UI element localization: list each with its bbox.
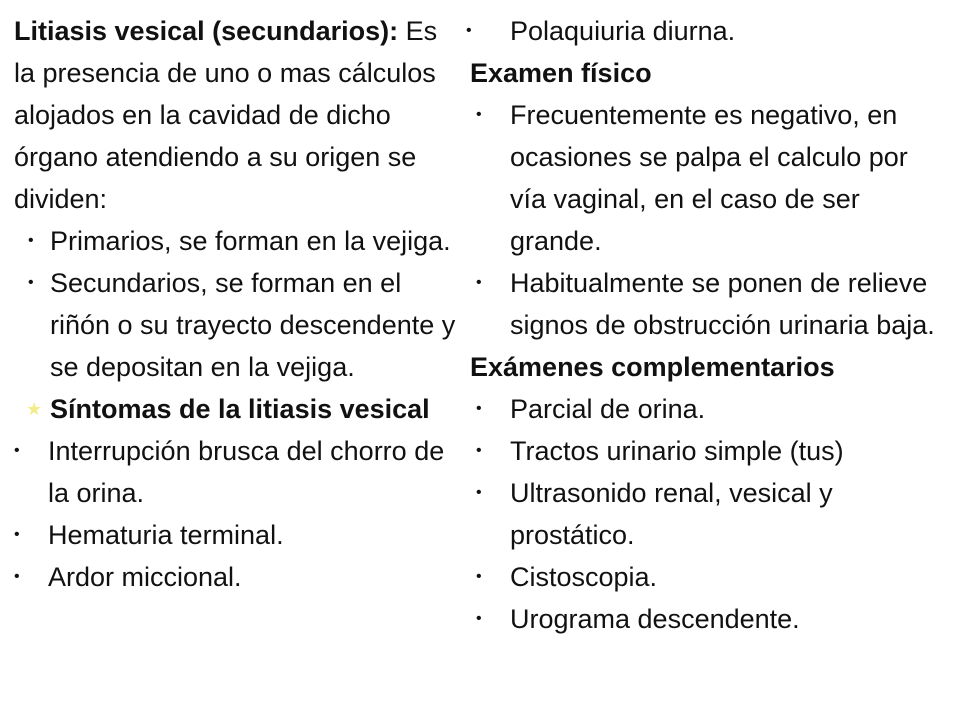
bullet-icon: • <box>476 442 482 459</box>
bullet-icon: • <box>28 232 34 249</box>
list-item <box>470 556 950 598</box>
symptoms-heading <box>14 388 464 430</box>
symptom-item: Interrupción brusca del chorro de la orina. <box>48 436 445 508</box>
bullet-icon: • <box>476 400 482 417</box>
complementary-item: Cistoscopia. <box>510 562 658 592</box>
exam-list <box>470 94 950 346</box>
origin-list <box>14 220 464 388</box>
complementary-item: Urograma descendente. <box>510 604 800 634</box>
complementary-item: Tractos urinario simple (tus) <box>510 436 844 466</box>
intro-text: Es la presencia de uno o mas cálculos alojados en la cavidad de dicho órgano atendiendo a su origen se dividen: <box>14 16 438 214</box>
bullet-icon: • <box>476 106 482 123</box>
symptoms-heading-text: Síntomas de la litiasis vesical <box>50 394 430 424</box>
intro-paragraph <box>14 10 464 220</box>
symptom-item: Hematuria terminal. <box>48 520 284 550</box>
bullet-icon: • <box>14 526 20 543</box>
right-column <box>466 10 950 640</box>
origin-item-primary: Primarios, se forman en la vejiga. <box>50 226 451 256</box>
list-item <box>470 430 950 472</box>
list-item <box>470 598 950 640</box>
origin-item-secondary: Secundarios, se forman en el riñón o su trayecto descendente y se depositan en la vejiga. <box>50 268 456 382</box>
list-item <box>14 262 464 388</box>
list-item <box>470 388 950 430</box>
bullet-icon: • <box>28 274 34 291</box>
symptom-list-continued <box>466 10 950 52</box>
bullet-icon: • <box>476 484 482 501</box>
list-item <box>470 262 950 346</box>
list-item <box>466 10 950 52</box>
list-item <box>14 556 464 598</box>
intro-title: Litiasis vesical (secundarios): <box>14 16 399 46</box>
list-item <box>470 472 950 556</box>
list-item <box>14 514 464 556</box>
bullet-icon: • <box>476 610 482 627</box>
bullet-icon: • <box>14 442 20 459</box>
complementary-heading: Exámenes complementarios <box>470 352 835 382</box>
complementary-item: Parcial de orina. <box>510 394 706 424</box>
complementary-list <box>470 388 950 640</box>
exam-item: Frecuentemente es negativo, en ocasiones se palpa el calculo por vía vaginal, en el caso de ser grande. <box>510 100 908 256</box>
symptom-list <box>14 430 464 598</box>
bullet-icon: • <box>14 568 20 585</box>
left-column <box>14 10 464 598</box>
list-item <box>470 94 950 262</box>
list-item <box>14 220 464 262</box>
bullet-icon: • <box>476 568 482 585</box>
exam-heading: Examen físico <box>470 58 652 88</box>
complementary-item: Ultrasonido renal, vesical y prostático. <box>510 478 833 550</box>
star-icon: ★ <box>26 399 43 419</box>
symptom-item: Ardor miccional. <box>48 562 242 592</box>
bullet-icon: • <box>466 22 472 39</box>
list-item <box>14 430 464 514</box>
bullet-icon: • <box>476 274 482 291</box>
symptom-item: Polaquiuria diurna. <box>510 16 736 46</box>
exam-item: Habitualmente se ponen de relieve signos de obstrucción urinaria baja. <box>510 268 935 340</box>
